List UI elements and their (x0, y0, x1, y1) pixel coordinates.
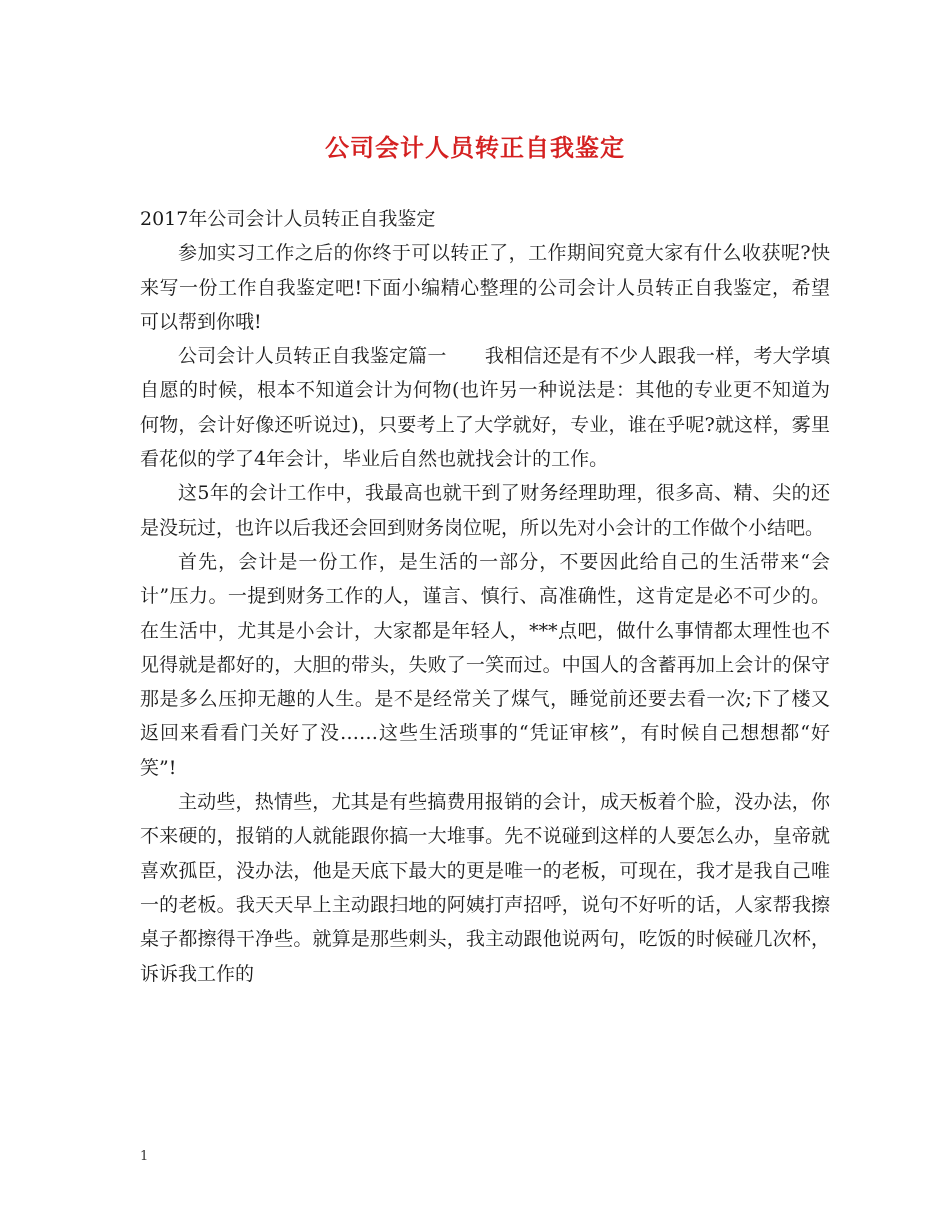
document-subtitle: 2017年公司会计人员转正自我鉴定 (140, 208, 436, 230)
paragraph-first-point: 首先，会计是一份工作，是生活的一部分，不要因此给自己的生活带来“会计”压力。一提到财务工作的人，谨言、慎行、高准确性，这肯定是必不可少的。在生活中，尤其是小会计，大家都是年轻人，***点吧，做什么事情都太理性也不见得就是都好的，大胆的带头，失败了一笑而过。中国人的含蓄再加上会计的保守那是多么压抑无趣的人生。是不是经常关了煤气，睡觉前还要去看一次;下了楼又返回来看看门关好了没……这些生活琐事的“凭证审核”，有时候自己想想都“好笑”! (140, 550, 830, 779)
paragraph-intro: 参加实习工作之后的你终于可以转正了，工作期间究竟大家有什么收获呢?快来写一份工作自我鉴定吧!下面小编精心整理的公司会计人员转正自我鉴定，希望可以帮到你哦! (140, 242, 830, 333)
document-title: 公司会计人员转正自我鉴定 (325, 133, 625, 162)
page-number: 1 (140, 1149, 149, 1164)
paragraph-five-years: 这5年的会计工作中，我最高也就干到了财务经理助理，很多高、精、尖的还是没玩过，也许以后我还会回到财务岗位呢，所以先对小会计的工作做个小结吧。 (140, 482, 830, 539)
paragraph-part-one: 公司会计人员转正自我鉴定篇一 我相信还是有不少人跟我一样，考大学填自愿的时候，根本不知道会计为何物(也许另一种说法是：其他的专业更不知道为何物，会计好像还听说过)，只要考上了大学就好，专业，谁在乎呢?就这样，雾里看花似的学了4年会计，毕业后自然也就找会计的工作。 (140, 345, 830, 471)
paragraph-be-proactive: 主动些，热情些，尤其是有些搞费用报销的会计，成天板着个脸，没办法，你不来硬的，报销的人就能跟你搞一大堆事。先不说碰到这样的人要怎么办，皇帝就喜欢孤臣，没办法，他是天底下最大的更是唯一的老板，可现在，我才是我自己唯一的老板。我天天早上主动跟扫地的阿姨打声招呼，说句不好听的话，人家帮我擦桌子都擦得干净些。就算是那些刺头，我主动跟他说两句，吃饭的时候碰几次杯，诉诉我工作的 (140, 791, 830, 985)
document-body (140, 202, 830, 991)
